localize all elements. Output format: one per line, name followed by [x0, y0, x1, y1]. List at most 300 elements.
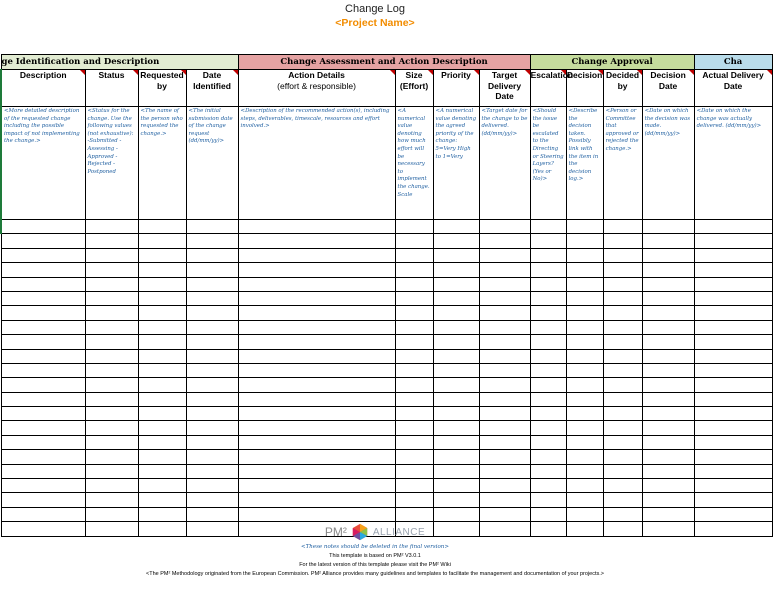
- table-cell[interactable]: [603, 493, 642, 507]
- table-cell[interactable]: [433, 450, 479, 464]
- table-cell[interactable]: [85, 450, 138, 464]
- table-cell[interactable]: [85, 493, 138, 507]
- table-cell[interactable]: [395, 263, 433, 277]
- table-cell[interactable]: [395, 349, 433, 363]
- table-cell[interactable]: [694, 320, 772, 334]
- table-cell[interactable]: [566, 363, 603, 377]
- group-assessment[interactable]: Change Assessment and Action Description: [238, 55, 530, 70]
- table-cell[interactable]: [479, 234, 530, 248]
- table-cell[interactable]: [433, 363, 479, 377]
- table-cell[interactable]: [186, 320, 238, 334]
- table-cell[interactable]: [479, 378, 530, 392]
- table-cell[interactable]: [138, 450, 186, 464]
- table-cell[interactable]: [138, 435, 186, 449]
- column-description[interactable]: <A numerical value denoting how much effort will be necessary to implement the change. Scale: [395, 107, 433, 220]
- table-cell[interactable]: [479, 507, 530, 521]
- table-cell[interactable]: [138, 263, 186, 277]
- table-cell[interactable]: [433, 234, 479, 248]
- table-cell[interactable]: [479, 450, 530, 464]
- table-cell[interactable]: [238, 234, 395, 248]
- table-cell[interactable]: [566, 234, 603, 248]
- table-cell[interactable]: [642, 407, 694, 421]
- table-cell[interactable]: [566, 493, 603, 507]
- table-cell[interactable]: [186, 479, 238, 493]
- table-cell[interactable]: [238, 363, 395, 377]
- table-cell[interactable]: [433, 291, 479, 305]
- table-cell[interactable]: [530, 277, 566, 291]
- table-cell[interactable]: [642, 306, 694, 320]
- column-description[interactable]: <Person or Committee that approved or rejected the change.>: [603, 107, 642, 220]
- group-closure[interactable]: Cha: [694, 55, 772, 70]
- table-cell[interactable]: [138, 421, 186, 435]
- table-cell[interactable]: [1, 263, 85, 277]
- table-cell[interactable]: [395, 464, 433, 478]
- table-cell[interactable]: [395, 407, 433, 421]
- column-description[interactable]: <Describe the decision taken. Possibly link with the item in the decision log.>: [566, 107, 603, 220]
- column-description[interactable]: <Target date for the change to be delivered. (dd/mm/yy)>: [479, 107, 530, 220]
- table-cell[interactable]: [186, 248, 238, 262]
- table-cell[interactable]: [603, 263, 642, 277]
- table-cell[interactable]: [1, 378, 85, 392]
- table-cell[interactable]: [186, 335, 238, 349]
- table-cell[interactable]: [642, 248, 694, 262]
- table-cell[interactable]: [642, 335, 694, 349]
- table-cell[interactable]: [238, 464, 395, 478]
- table-cell[interactable]: [433, 421, 479, 435]
- table-cell[interactable]: [566, 507, 603, 521]
- table-cell[interactable]: [479, 493, 530, 507]
- table-cell[interactable]: [603, 248, 642, 262]
- table-cell[interactable]: [238, 493, 395, 507]
- table-cell[interactable]: [530, 335, 566, 349]
- table-cell[interactable]: [433, 507, 479, 521]
- table-cell[interactable]: [694, 464, 772, 478]
- table-cell[interactable]: [694, 349, 772, 363]
- table-cell[interactable]: [1, 479, 85, 493]
- table-cell[interactable]: [85, 507, 138, 521]
- table-cell[interactable]: [186, 450, 238, 464]
- table-cell[interactable]: [566, 335, 603, 349]
- table-cell[interactable]: [85, 378, 138, 392]
- table-cell[interactable]: [479, 277, 530, 291]
- table-cell[interactable]: [694, 291, 772, 305]
- table-cell[interactable]: [85, 277, 138, 291]
- table-cell[interactable]: [642, 493, 694, 507]
- table-cell[interactable]: [603, 479, 642, 493]
- column-description[interactable]: <More detailed description of the requested change including the possible impact of not implementing the change.>: [1, 107, 85, 220]
- table-cell[interactable]: [1, 220, 85, 234]
- table-cell[interactable]: [694, 363, 772, 377]
- table-cell[interactable]: [395, 277, 433, 291]
- column-header[interactable]: [566, 70, 603, 107]
- table-cell[interactable]: [642, 507, 694, 521]
- table-cell[interactable]: [395, 234, 433, 248]
- table-cell[interactable]: [479, 464, 530, 478]
- table-cell[interactable]: [138, 349, 186, 363]
- table-cell[interactable]: [395, 363, 433, 377]
- table-cell[interactable]: [85, 464, 138, 478]
- table-cell[interactable]: [566, 277, 603, 291]
- table-cell[interactable]: [694, 407, 772, 421]
- table-cell[interactable]: [138, 378, 186, 392]
- table-cell[interactable]: [530, 435, 566, 449]
- table-cell[interactable]: [603, 291, 642, 305]
- table-cell[interactable]: [186, 392, 238, 406]
- table-cell[interactable]: [566, 291, 603, 305]
- table-cell[interactable]: [566, 248, 603, 262]
- table-cell[interactable]: [433, 220, 479, 234]
- column-header[interactable]: [433, 70, 479, 107]
- table-cell[interactable]: [530, 320, 566, 334]
- table-cell[interactable]: [238, 291, 395, 305]
- table-cell[interactable]: [530, 392, 566, 406]
- table-cell[interactable]: [395, 220, 433, 234]
- table-cell[interactable]: [1, 291, 85, 305]
- table-cell[interactable]: [395, 306, 433, 320]
- table-cell[interactable]: [138, 248, 186, 262]
- table-cell[interactable]: [238, 507, 395, 521]
- table-cell[interactable]: [186, 263, 238, 277]
- table-cell[interactable]: [642, 349, 694, 363]
- table-cell[interactable]: [395, 435, 433, 449]
- table-cell[interactable]: [642, 320, 694, 334]
- table-cell[interactable]: [530, 378, 566, 392]
- table-cell[interactable]: [530, 263, 566, 277]
- table-cell[interactable]: [138, 234, 186, 248]
- table-cell[interactable]: [479, 363, 530, 377]
- table-cell[interactable]: [479, 320, 530, 334]
- table-cell[interactable]: [530, 464, 566, 478]
- table-cell[interactable]: [238, 263, 395, 277]
- table-cell[interactable]: [238, 277, 395, 291]
- change-log-grid[interactable]: [0, 54, 764, 520]
- table-cell[interactable]: [603, 435, 642, 449]
- table-cell[interactable]: [186, 220, 238, 234]
- table-cell[interactable]: [433, 277, 479, 291]
- table-cell[interactable]: [566, 435, 603, 449]
- table-cell[interactable]: [433, 464, 479, 478]
- table-cell[interactable]: [642, 277, 694, 291]
- table-cell[interactable]: [138, 479, 186, 493]
- table-cell[interactable]: [1, 306, 85, 320]
- table-cell[interactable]: [479, 220, 530, 234]
- table-cell[interactable]: [186, 363, 238, 377]
- table-cell[interactable]: [85, 220, 138, 234]
- table-cell[interactable]: [1, 421, 85, 435]
- table-cell[interactable]: [85, 248, 138, 262]
- table-cell[interactable]: [530, 493, 566, 507]
- table-cell[interactable]: [603, 507, 642, 521]
- table-cell[interactable]: [603, 320, 642, 334]
- project-name[interactable]: <Project Name>: [335, 17, 415, 29]
- column-header[interactable]: [642, 70, 694, 107]
- table-cell[interactable]: [85, 291, 138, 305]
- table-cell[interactable]: [530, 450, 566, 464]
- table-cell[interactable]: [479, 306, 530, 320]
- column-header[interactable]: [395, 70, 433, 107]
- table-cell[interactable]: [603, 335, 642, 349]
- table-cell[interactable]: [433, 392, 479, 406]
- table-cell[interactable]: [238, 450, 395, 464]
- column-description[interactable]: <The name of the person who requested the change.>: [138, 107, 186, 220]
- table-cell[interactable]: [85, 435, 138, 449]
- table-cell[interactable]: [530, 349, 566, 363]
- table-cell[interactable]: [603, 220, 642, 234]
- table-cell[interactable]: [85, 479, 138, 493]
- table-cell[interactable]: [694, 507, 772, 521]
- table-cell[interactable]: [433, 335, 479, 349]
- table-cell[interactable]: [433, 263, 479, 277]
- table-cell[interactable]: [1, 407, 85, 421]
- table-cell[interactable]: [1, 234, 85, 248]
- table-cell[interactable]: [642, 263, 694, 277]
- table-cell[interactable]: [530, 248, 566, 262]
- table-cell[interactable]: [186, 435, 238, 449]
- column-header[interactable]: [694, 70, 772, 107]
- table-cell[interactable]: [138, 306, 186, 320]
- table-cell[interactable]: [566, 306, 603, 320]
- column-description[interactable]: <Date on which the change was actually delivered. (dd/mm/yy)>: [694, 107, 772, 220]
- table-cell[interactable]: [694, 493, 772, 507]
- table-cell[interactable]: [479, 335, 530, 349]
- table-cell[interactable]: [238, 392, 395, 406]
- table-cell[interactable]: [186, 306, 238, 320]
- column-header[interactable]: [85, 70, 138, 107]
- column-header[interactable]: [603, 70, 642, 107]
- table-cell[interactable]: [186, 464, 238, 478]
- table-cell[interactable]: [395, 493, 433, 507]
- table-cell[interactable]: [1, 450, 85, 464]
- table-cell[interactable]: [85, 320, 138, 334]
- table-cell[interactable]: [566, 320, 603, 334]
- table-cell[interactable]: [85, 234, 138, 248]
- table-cell[interactable]: [238, 335, 395, 349]
- table-cell[interactable]: [238, 421, 395, 435]
- table-cell[interactable]: [566, 450, 603, 464]
- table-cell[interactable]: [186, 349, 238, 363]
- table-cell[interactable]: [694, 248, 772, 262]
- table-cell[interactable]: [566, 479, 603, 493]
- table-cell[interactable]: [530, 479, 566, 493]
- column-header[interactable]: [479, 70, 530, 107]
- column-description[interactable]: <Description of the recommended action(s), including steps, deliverables, timescale, resources and effort involved.>: [238, 107, 395, 220]
- column-header[interactable]: [238, 70, 395, 107]
- table-cell[interactable]: [694, 306, 772, 320]
- group-approval[interactable]: Change Approval: [530, 55, 694, 70]
- table-cell[interactable]: [1, 335, 85, 349]
- table-cell[interactable]: [395, 320, 433, 334]
- table-cell[interactable]: [186, 234, 238, 248]
- table-cell[interactable]: [694, 378, 772, 392]
- table-cell[interactable]: [603, 392, 642, 406]
- table-cell[interactable]: [1, 320, 85, 334]
- table-cell[interactable]: [433, 407, 479, 421]
- table-cell[interactable]: [85, 263, 138, 277]
- table-cell[interactable]: [186, 291, 238, 305]
- table-cell[interactable]: [85, 306, 138, 320]
- column-description[interactable]: <The initial submission date of the change request (dd/mm/yy)>: [186, 107, 238, 220]
- table-cell[interactable]: [642, 450, 694, 464]
- table-cell[interactable]: [642, 479, 694, 493]
- table-cell[interactable]: [479, 435, 530, 449]
- table-cell[interactable]: [603, 378, 642, 392]
- table-cell[interactable]: [694, 263, 772, 277]
- table-cell[interactable]: [530, 234, 566, 248]
- table-cell[interactable]: [530, 306, 566, 320]
- table-cell[interactable]: [479, 291, 530, 305]
- table-cell[interactable]: [186, 421, 238, 435]
- table-cell[interactable]: [85, 349, 138, 363]
- table-cell[interactable]: [694, 277, 772, 291]
- table-cell[interactable]: [433, 378, 479, 392]
- table-cell[interactable]: [238, 435, 395, 449]
- table-cell[interactable]: [433, 248, 479, 262]
- table-cell[interactable]: [1, 248, 85, 262]
- table-cell[interactable]: [186, 407, 238, 421]
- column-header[interactable]: [138, 70, 186, 107]
- table-cell[interactable]: [85, 363, 138, 377]
- table-cell[interactable]: [395, 378, 433, 392]
- table-cell[interactable]: [138, 335, 186, 349]
- table-cell[interactable]: [603, 421, 642, 435]
- table-cell[interactable]: [1, 435, 85, 449]
- table-cell[interactable]: [138, 493, 186, 507]
- table-cell[interactable]: [1, 277, 85, 291]
- table-cell[interactable]: [395, 392, 433, 406]
- table-cell[interactable]: [479, 479, 530, 493]
- table-cell[interactable]: [85, 407, 138, 421]
- column-description[interactable]: <Should the issue be escalated to the Directing or Steering Layers? (Yes or No)>: [530, 107, 566, 220]
- table-cell[interactable]: [433, 320, 479, 334]
- table-cell[interactable]: [138, 291, 186, 305]
- table-cell[interactable]: [186, 507, 238, 521]
- table-cell[interactable]: [642, 363, 694, 377]
- table-cell[interactable]: [238, 220, 395, 234]
- table-cell[interactable]: [395, 291, 433, 305]
- table-cell[interactable]: [433, 306, 479, 320]
- table-cell[interactable]: [186, 493, 238, 507]
- table-cell[interactable]: [530, 407, 566, 421]
- table-cell[interactable]: [603, 363, 642, 377]
- table-cell[interactable]: [433, 349, 479, 363]
- table-cell[interactable]: [603, 234, 642, 248]
- table-cell[interactable]: [395, 248, 433, 262]
- table-cell[interactable]: [694, 435, 772, 449]
- table-cell[interactable]: [566, 263, 603, 277]
- table-cell[interactable]: [85, 335, 138, 349]
- table-cell[interactable]: [138, 277, 186, 291]
- table-cell[interactable]: [642, 220, 694, 234]
- table-cell[interactable]: [694, 234, 772, 248]
- table-cell[interactable]: [603, 450, 642, 464]
- table-cell[interactable]: [238, 349, 395, 363]
- column-header[interactable]: [530, 70, 574, 107]
- table-cell[interactable]: [238, 479, 395, 493]
- table-cell[interactable]: [479, 392, 530, 406]
- table-cell[interactable]: [642, 435, 694, 449]
- table-cell[interactable]: [1, 392, 85, 406]
- table-cell[interactable]: [1, 363, 85, 377]
- column-header[interactable]: [1, 70, 85, 107]
- table-cell[interactable]: [238, 320, 395, 334]
- table-cell[interactable]: [138, 392, 186, 406]
- table-cell[interactable]: [395, 479, 433, 493]
- table-cell[interactable]: [238, 407, 395, 421]
- table-cell[interactable]: [433, 493, 479, 507]
- table-cell[interactable]: [566, 349, 603, 363]
- table-cell[interactable]: [530, 220, 566, 234]
- table-cell[interactable]: [603, 407, 642, 421]
- table-cell[interactable]: [694, 450, 772, 464]
- table-cell[interactable]: [530, 421, 566, 435]
- table-cell[interactable]: [642, 392, 694, 406]
- table-cell[interactable]: [694, 220, 772, 234]
- table-cell[interactable]: [530, 363, 566, 377]
- table-cell[interactable]: [238, 306, 395, 320]
- table-cell[interactable]: [566, 378, 603, 392]
- table-cell[interactable]: [1, 507, 85, 521]
- table-cell[interactable]: [642, 464, 694, 478]
- table-cell[interactable]: [694, 421, 772, 435]
- table-cell[interactable]: [138, 363, 186, 377]
- table-cell[interactable]: [694, 335, 772, 349]
- table-cell[interactable]: [138, 464, 186, 478]
- table-cell[interactable]: [479, 421, 530, 435]
- table-cell[interactable]: [85, 421, 138, 435]
- table-cell[interactable]: [530, 507, 566, 521]
- column-description[interactable]: <A numerical value denoting the agreed priority of the change: 5=Very High to 1=Very: [433, 107, 479, 220]
- table-cell[interactable]: [566, 464, 603, 478]
- table-cell[interactable]: [603, 349, 642, 363]
- table-cell[interactable]: [694, 392, 772, 406]
- table-cell[interactable]: [479, 407, 530, 421]
- table-cell[interactable]: [603, 277, 642, 291]
- table-cell[interactable]: [186, 277, 238, 291]
- table-cell[interactable]: [642, 291, 694, 305]
- table-cell[interactable]: [433, 435, 479, 449]
- table-cell[interactable]: [566, 220, 603, 234]
- table-cell[interactable]: [566, 407, 603, 421]
- table-cell[interactable]: [238, 378, 395, 392]
- table-cell[interactable]: [1, 464, 85, 478]
- table-cell[interactable]: [530, 291, 566, 305]
- table-cell[interactable]: [642, 234, 694, 248]
- column-description[interactable]: <Date on which the decision was made. (dd/mm/yy)>: [642, 107, 694, 220]
- table-cell[interactable]: [566, 392, 603, 406]
- table-cell[interactable]: [479, 349, 530, 363]
- table-cell[interactable]: [479, 263, 530, 277]
- table-cell[interactable]: [138, 220, 186, 234]
- table-cell[interactable]: [694, 479, 772, 493]
- table-cell[interactable]: [1, 493, 85, 507]
- table-cell[interactable]: [479, 248, 530, 262]
- table-cell[interactable]: [642, 421, 694, 435]
- table-cell[interactable]: [395, 335, 433, 349]
- table-cell[interactable]: [603, 306, 642, 320]
- table-cell[interactable]: [395, 421, 433, 435]
- table-cell[interactable]: [138, 407, 186, 421]
- table-cell[interactable]: [566, 421, 603, 435]
- column-description[interactable]: <Status for the change. Use the following values (not exhaustive): -Submitted -Assessing -Approved -Rejected -Postponed: [85, 107, 138, 220]
- table-cell[interactable]: [1, 349, 85, 363]
- table-cell[interactable]: [603, 464, 642, 478]
- table-cell[interactable]: [433, 479, 479, 493]
- column-header[interactable]: [186, 70, 238, 107]
- table-cell[interactable]: [395, 450, 433, 464]
- table-cell[interactable]: [395, 507, 433, 521]
- table-cell[interactable]: [186, 378, 238, 392]
- table-cell[interactable]: [238, 248, 395, 262]
